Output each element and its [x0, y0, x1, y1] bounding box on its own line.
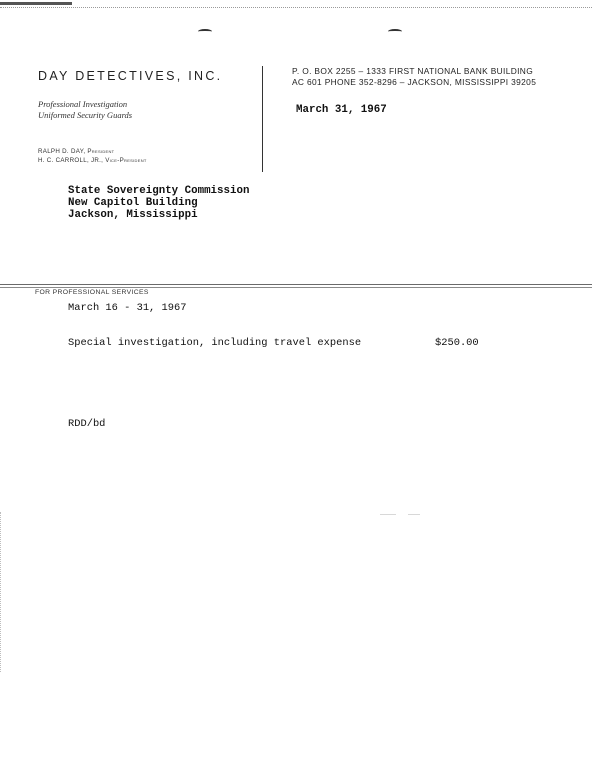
tagline-security: Uniformed Security Guards	[38, 110, 133, 120]
address-line-2: AC 601 PHONE 352-8296 – JACKSON, MISSISSIPPI 39205	[292, 77, 537, 87]
letterhead-divider	[262, 66, 263, 172]
punch-mark-right	[388, 29, 402, 34]
left-margin-marks	[0, 512, 4, 672]
officer-vp-name: H. C. CARROLL, JR.,	[38, 157, 104, 164]
company-name: DAY DETECTIVES, INC.	[38, 69, 223, 83]
services-label: FOR PROFESSIONAL SERVICES	[35, 289, 149, 296]
section-rule-bottom	[0, 287, 592, 288]
recipient-line-2: New Capitol Building	[68, 197, 198, 209]
punch-mark-left	[198, 29, 212, 34]
tagline-investigation: Professional Investigation	[38, 99, 128, 109]
reference-initials: RDD/bd	[68, 418, 106, 430]
section-rule-top	[0, 284, 592, 285]
scan-artifact	[380, 514, 396, 515]
officer-vice-president	[38, 157, 147, 164]
scan-artifact	[408, 514, 420, 515]
officer-president-name: RALPH D. DAY,	[38, 148, 86, 155]
line-item-description: Special investigation, including travel expense	[68, 337, 362, 349]
service-period: March 16 - 31, 1967	[68, 302, 187, 314]
officer-vp-title: Vice-President	[105, 157, 147, 164]
letter-date: March 31, 1967	[296, 104, 387, 116]
recipient-line-3: Jackson, Mississippi	[68, 209, 198, 221]
address-line-1: P. O. BOX 2255 – 1333 FIRST NATIONAL BANK BUILDING	[292, 66, 534, 76]
line-item-amount: $250.00	[435, 337, 479, 349]
page-top-edge-mark	[0, 2, 72, 5]
officer-president-title: President	[87, 148, 115, 155]
officer-president	[38, 148, 114, 155]
recipient-line-1: State Sovereignty Commission	[68, 185, 250, 197]
page-top-edge	[0, 0, 592, 8]
